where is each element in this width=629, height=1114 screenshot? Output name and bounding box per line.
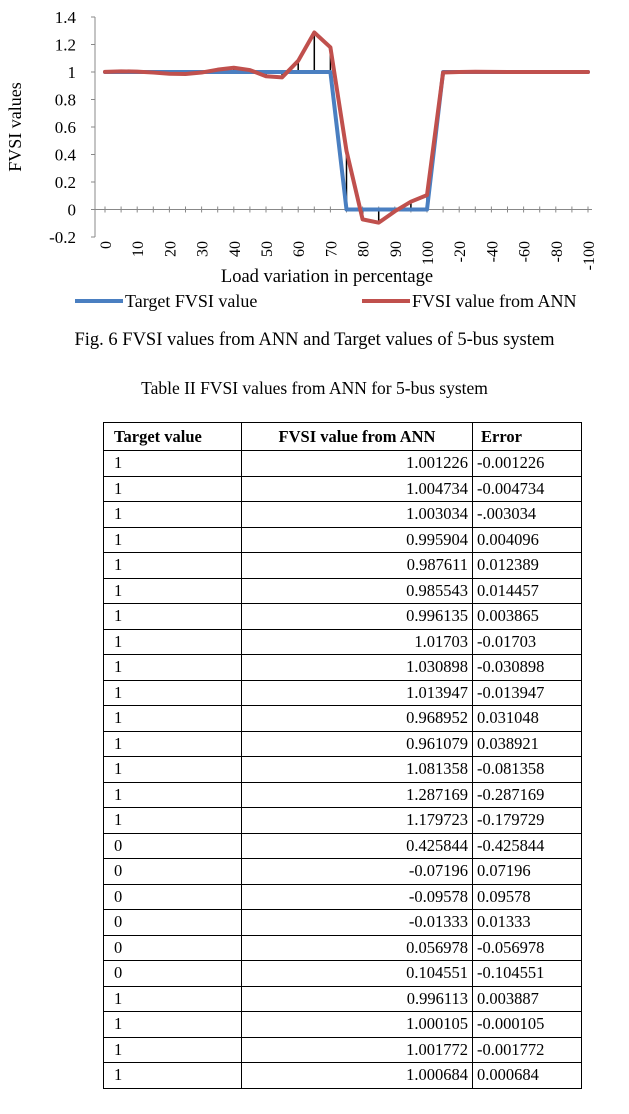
fvsi-results-table [103, 422, 582, 1089]
table-row [104, 935, 582, 961]
x-tick-label: 30 [194, 241, 212, 257]
cell-error: -0.287169 [473, 782, 582, 808]
y-tick-label: 0.6 [54, 118, 76, 137]
figure-caption: Fig. 6 FVSI values from ANN and Target values of 5-bus system [74, 330, 555, 350]
table-row [104, 782, 582, 808]
cell-error: 0.000684 [473, 1063, 582, 1089]
y-tick-label: 0.4 [54, 145, 76, 165]
cell-error: -0.425844 [473, 833, 582, 859]
header-error: Error [473, 423, 582, 451]
table-row [104, 859, 582, 885]
table-row [104, 731, 582, 757]
cell-target-value: 0 [104, 833, 242, 859]
cell-target-value: 1 [104, 1037, 242, 1063]
cell-error: 0.014457 [473, 578, 582, 604]
cell-fvsi-ann: 0.104551 [242, 961, 473, 987]
cell-fvsi-ann: 1.030898 [242, 655, 473, 681]
cell-fvsi-ann: 1.081358 [242, 757, 473, 783]
cell-target-value: 1 [104, 731, 242, 757]
cell-target-value: 1 [104, 527, 242, 553]
x-tick-label: 80 [355, 241, 373, 257]
x-tick-label: 10 [130, 241, 148, 257]
cell-target-value: 1 [104, 655, 242, 681]
header-target-value: Target value [104, 423, 242, 451]
table-row [104, 808, 582, 834]
cell-error: 0.003865 [473, 604, 582, 630]
cell-error: 0.003887 [473, 986, 582, 1012]
cell-target-value: 0 [104, 935, 242, 961]
cell-error: 0.09578 [473, 884, 582, 910]
x-tick-label: 100 [420, 241, 437, 265]
cell-error: -0.081358 [473, 757, 582, 783]
y-tick-label: 0.2 [54, 173, 76, 192]
cell-fvsi-ann: 0.985543 [242, 578, 473, 604]
cell-target-value: 1 [104, 502, 242, 528]
y-tick-label: 1.2 [54, 35, 76, 55]
cell-fvsi-ann: -0.07196 [242, 859, 473, 885]
y-tick-label: -0.2 [49, 228, 76, 247]
y-axis-label: FVSI values [5, 82, 25, 172]
table-header-row [104, 423, 582, 451]
cell-error: -0.104551 [473, 961, 582, 987]
cell-fvsi-ann: 1.01703 [242, 629, 473, 655]
table-row [104, 476, 582, 502]
table-row [104, 680, 582, 706]
cell-target-value: 1 [104, 553, 242, 579]
fvsi-line-chart [0, 0, 629, 330]
cell-fvsi-ann: 0.425844 [242, 833, 473, 859]
cell-error: -0.013947 [473, 680, 582, 706]
table-row [104, 1063, 582, 1089]
cell-fvsi-ann: 1.287169 [242, 782, 473, 808]
table-row [104, 604, 582, 630]
cell-error: -0.01703 [473, 629, 582, 655]
table-row [104, 1037, 582, 1063]
cell-fvsi-ann: 0.961079 [242, 731, 473, 757]
cell-fvsi-ann: 1.001226 [242, 451, 473, 477]
cell-error: 0.031048 [473, 706, 582, 732]
y-tick-label: 1 [67, 63, 76, 82]
cell-target-value: 1 [104, 782, 242, 808]
x-tick-label: 60 [291, 241, 309, 257]
cell-error: 0.038921 [473, 731, 582, 757]
cell-error: 0.07196 [473, 859, 582, 885]
cell-fvsi-ann: 1.000105 [242, 1012, 473, 1038]
x-tick-label: 40 [226, 241, 244, 257]
x-tick-label: -80 [548, 241, 566, 263]
table-row [104, 629, 582, 655]
table-row [104, 553, 582, 579]
cell-error: -0.056978 [473, 935, 582, 961]
cell-target-value: 1 [104, 476, 242, 502]
cell-error: -0.004734 [473, 476, 582, 502]
cell-target-value: 1 [104, 629, 242, 655]
cell-fvsi-ann: 0.056978 [242, 935, 473, 961]
x-tick-label: 20 [162, 241, 180, 257]
y-tick-label: 1.4 [54, 8, 76, 27]
cell-fvsi-ann: 1.004734 [242, 476, 473, 502]
cell-error: -0.179729 [473, 808, 582, 834]
table-row [104, 884, 582, 910]
x-tick-label: -60 [516, 241, 534, 263]
cell-fvsi-ann: 0.995904 [242, 527, 473, 553]
cell-target-value: 1 [104, 680, 242, 706]
x-tick-label: -20 [452, 241, 470, 263]
cell-fvsi-ann: 0.987611 [242, 553, 473, 579]
gridlines [91, 17, 95, 237]
table-caption: Table II FVSI values from ANN for 5-bus system [141, 378, 488, 398]
cell-fvsi-ann: 1.000684 [242, 1063, 473, 1089]
cell-target-value: 1 [104, 1012, 242, 1038]
cell-fvsi-ann: 0.968952 [242, 706, 473, 732]
x-tick-label: 50 [259, 241, 276, 257]
cell-error: -0.001226 [473, 451, 582, 477]
y-axis-ticks [49, 8, 76, 247]
table-row [104, 527, 582, 553]
x-tick-label: 90 [387, 241, 405, 257]
cell-target-value: 0 [104, 961, 242, 987]
cell-fvsi-ann: 0.996113 [242, 986, 473, 1012]
x-tick-label: 70 [323, 241, 341, 257]
table-row [104, 451, 582, 477]
table-row [104, 910, 582, 936]
cell-fvsi-ann: 0.996135 [242, 604, 473, 630]
cell-fvsi-ann: 1.013947 [242, 680, 473, 706]
cell-target-value: 0 [104, 910, 242, 936]
cell-error: 0.012389 [473, 553, 582, 579]
cell-fvsi-ann: -0.01333 [242, 910, 473, 936]
cell-target-value: 1 [104, 986, 242, 1012]
table-row [104, 706, 582, 732]
cell-error: -0.030898 [473, 655, 582, 681]
table-row [104, 986, 582, 1012]
cell-error: -0.001772 [473, 1037, 582, 1063]
cell-target-value: 1 [104, 451, 242, 477]
cell-error: -.003034 [473, 502, 582, 528]
table-row [104, 961, 582, 987]
cell-target-value: 1 [104, 706, 242, 732]
legend-label-ann: FVSI value from ANN [412, 291, 577, 311]
x-axis [95, 207, 598, 271]
legend [75, 291, 577, 311]
cell-target-value: 0 [104, 884, 242, 910]
y-tick-label: 0.8 [54, 90, 76, 110]
cell-target-value: 1 [104, 757, 242, 783]
cell-target-value: 1 [104, 1063, 242, 1089]
cell-target-value: 0 [104, 859, 242, 885]
cell-error: 0.01333 [473, 910, 582, 936]
cell-target-value: 1 [104, 578, 242, 604]
table-row [104, 502, 582, 528]
x-tick-label: -40 [484, 241, 502, 263]
table-row [104, 833, 582, 859]
cell-fvsi-ann: 1.001772 [242, 1037, 473, 1063]
table-row [104, 1012, 582, 1038]
x-axis-label: Load variation in percentage [220, 267, 434, 287]
header-fvsi-ann: FVSI value from ANN [242, 423, 473, 451]
cell-target-value: 1 [104, 604, 242, 630]
legend-label-target: Target FVSI value [125, 291, 258, 311]
x-tick-label: -100 [581, 241, 598, 271]
cell-fvsi-ann: 1.179723 [242, 808, 473, 834]
series-lines [105, 33, 588, 223]
table-row [104, 757, 582, 783]
x-tick-label: 0 [98, 241, 115, 249]
table-row [104, 578, 582, 604]
table-row [104, 655, 582, 681]
cell-fvsi-ann: -0.09578 [242, 884, 473, 910]
cell-target-value: 1 [104, 808, 242, 834]
y-tick-label: 0 [67, 200, 76, 220]
cell-error: 0.004096 [473, 527, 582, 553]
cell-error: -0.000105 [473, 1012, 582, 1038]
cell-fvsi-ann: 1.003034 [242, 502, 473, 528]
